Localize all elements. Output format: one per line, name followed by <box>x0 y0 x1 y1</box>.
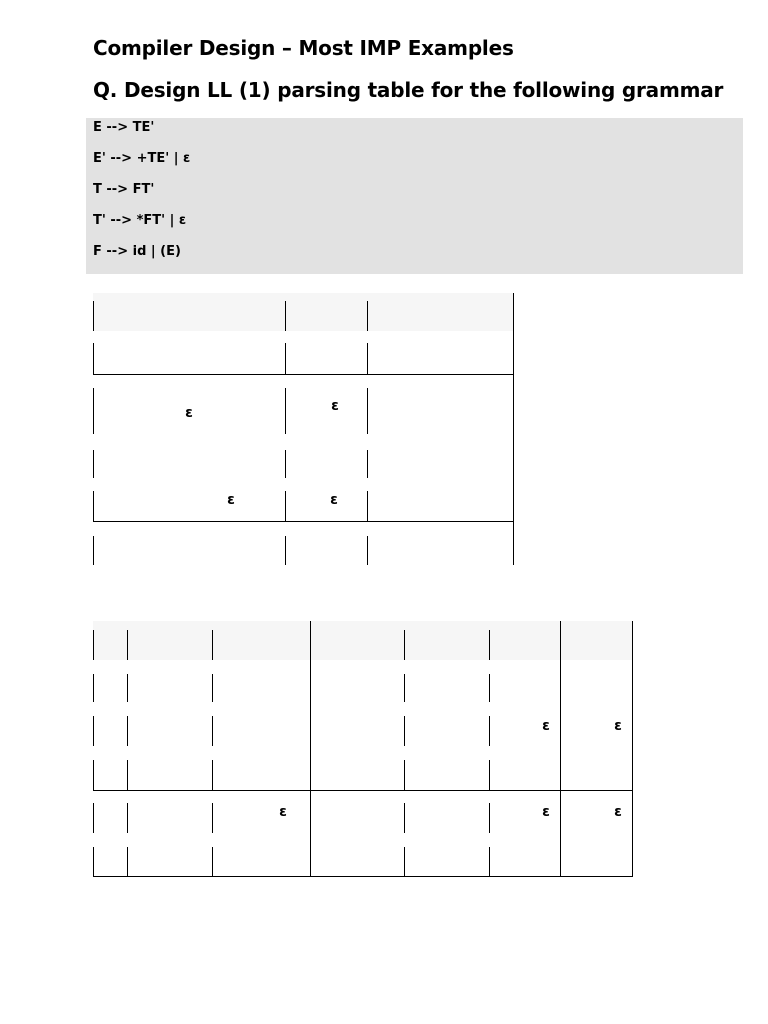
table-cell: ε <box>279 804 287 820</box>
table-border <box>93 716 94 746</box>
table-border <box>404 847 405 877</box>
table-border <box>404 630 405 660</box>
question-heading: Q. Design LL (1) parsing table for the following grammar <box>93 78 724 102</box>
table-border <box>404 674 405 702</box>
page-title: Compiler Design – Most IMP Examples <box>93 36 514 60</box>
table-border <box>212 674 213 702</box>
table-border <box>127 674 128 702</box>
table-border <box>93 803 94 833</box>
grammar-rule: T' --> *FT' | ε <box>93 213 187 228</box>
table-border <box>212 716 213 746</box>
grammar-rule: E' --> +TE' | ε <box>93 151 191 166</box>
table-border <box>212 760 213 791</box>
table-border <box>489 760 490 791</box>
table-border <box>560 621 561 877</box>
table-border <box>489 630 490 660</box>
table-border <box>632 621 633 877</box>
table-cell: ε <box>185 405 193 421</box>
table-border <box>93 630 94 660</box>
table-border <box>93 674 94 702</box>
table-border <box>127 630 128 660</box>
grammar-rule: F --> id | (E) <box>93 244 181 259</box>
table-border <box>93 847 94 877</box>
table-border <box>489 716 490 746</box>
table-border <box>489 674 490 702</box>
table-cell: ε <box>542 718 550 734</box>
table-cell: ε <box>542 804 550 820</box>
table-border <box>212 847 213 877</box>
table-cell: ε <box>330 492 338 508</box>
table-border <box>127 760 128 791</box>
table-border <box>212 630 213 660</box>
table-border <box>127 716 128 746</box>
table-cell: ε <box>331 398 339 414</box>
table-border <box>93 760 94 791</box>
grammar-rule: T --> FT' <box>93 182 155 197</box>
grammar-rule: E --> TE' <box>93 120 155 135</box>
table-border <box>127 803 128 833</box>
table-border <box>404 716 405 746</box>
table-cell: ε <box>614 718 622 734</box>
table-border <box>404 760 405 791</box>
table-border <box>127 847 128 877</box>
table-border <box>93 790 633 791</box>
table-border <box>489 847 490 877</box>
table-border <box>212 803 213 833</box>
table-cell: ε <box>227 492 235 508</box>
table-border <box>93 876 633 877</box>
table-border <box>404 803 405 833</box>
table-header-band <box>93 621 632 660</box>
table-border <box>489 803 490 833</box>
table-cell: ε <box>614 804 622 820</box>
table-border <box>310 621 311 877</box>
